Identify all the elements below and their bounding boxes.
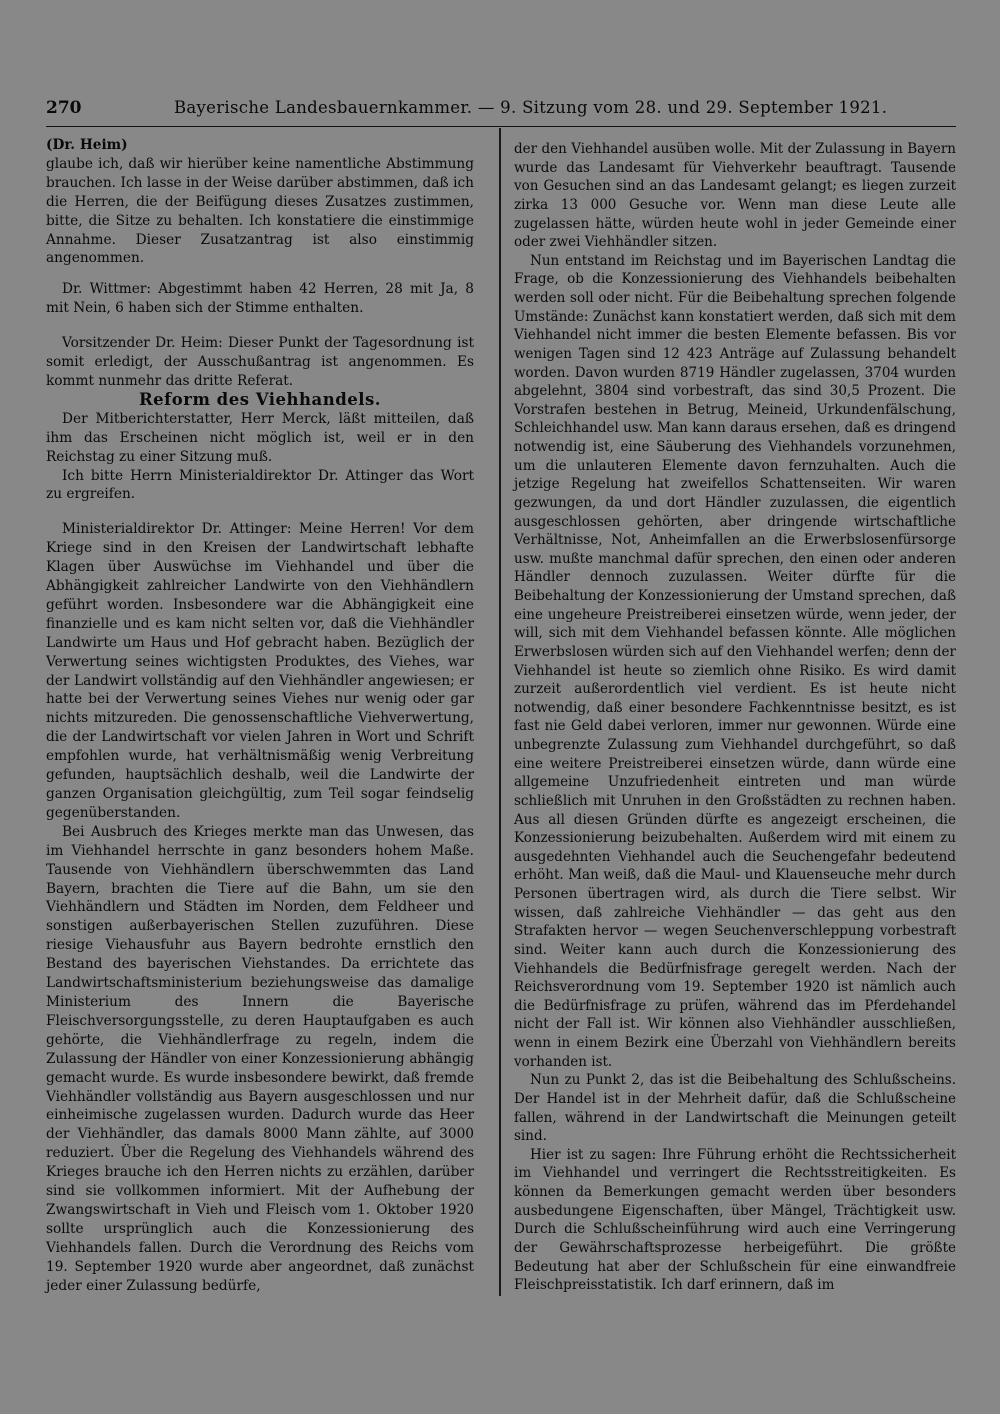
paragraph: Vorsitzender Dr. Heim: Dieser Punkt der Tagesordnung ist somit erledigt, der Ausschußantrag ist angenommen. Es kommt nunmehr das dritte Referat. (46, 335, 474, 389)
paragraph: der den Viehhandel ausüben wolle. Mit der Zulassung in Bayern wurde das Landesamt für Viehverkehr beauftragt. Tausende von Gesuchen sind an das Landesamt gelangt; es liegen zurzeit zirka 13 000 Gesuche vor. Wenn man diese Leute alle zugelassen hätte, würden heute wohl in jeder Gemeinde einer oder zwei Viehhändler sitzen. (514, 141, 956, 251)
paragraph: Ministerialdirektor Dr. Attinger: Meine Herren! Vor dem Kriege sind in den Kreisen der Landwirtschaft lebhafte Klagen über Auswüchse im Viehhandel und über die Abhängigkeit zahlreicher Landwirte von den Viehhändlern geführt worden. Insbesondere war die Abhängigkeit eine finanzielle und es kam nicht selten vor, daß die Viehhändler Landwirte um Haus und Hof gebracht haben. Bezüglich der Verwertung seines wichtigsten Produktes, des Viehes, war der Landwirt vollständig auf den Viehhändler angewiesen; er hatte bei der Verwertung seines Viehes nur wenig oder gar nichts mitzureden. Die genossenschaftliche Viehverwertung, die der Landwirtschaft vor vielen Jahren in Wort und Schrift empfohlen wurde, hat verhältnismäßig wenig Verbreitung gefunden, hauptsächlich deshalb, weil die Landwirte der ganzen Organisation gleichgültig, zum Teil sogar feindselig gegenüberstanden. (46, 521, 474, 821)
paragraph: Nun entstand im Reichstag und im Bayerischen Landtag die Frage, ob die Konzessionierung des Viehhandels beibehalten werden soll oder nicht. Für die Beibehaltung sprechen folgende Umstände: Zunächst kann konstatiert werden, daß sich mit dem Viehhandel nicht immer die besten Elemente befassen. Bis vor wenigen Tagen sind 12 423 Anträge auf Zulassung behandelt worden. Davon wurden 8719 Händler zugelassen, 3704 wurden abgelehnt, 3804 sind vorbestraft, das sind 30,5 Prozent. Die Vorstrafen bestehen in Betrug, Meineid, Urkundenfälschung, Schleichhandel usw. Man kann daraus ersehen, daß es dringend notwendig ist, eine Säuberung des Viehhandels vorzunehmen, um die unlauteren Elemente davon fernzuhalten. Auch die jetzige Regelung hat zweifellos Schattenseiten. Wir waren gezwungen, da und dort Händler zuzulassen, die eigentlich ausgeschlossen gehörten, aber dringende wirtschaftliche Verhältnisse, Not, Anheimfallen an die Erwerbslosenfürsorge usw. mußte manchmal dafür sprechen, den einen oder anderen Händler dennoch zuzulassen. Weiter dürfte für die Beibehaltung der Konzessionierung der Umstand sprechen, daß eine ungeheure Preistreiberei einsetzen würde, wenn jeder, der will, sich mit dem Viehhandel befassen könnte. Alle möglichen Erwerbslosen würden sich auf den Viehhandel werfen; denn der Viehhandel ist heute so ziemlich ohne Risiko. Es wird damit zurzeit außerordentlich viel verdient. Es ist heute nicht notwendig, daß einer besondere Fachkenntnisse besitzt, es ist fast nie Geld dabei verloren, immer nur gewonnen. Würde eine unbegrenzte Zulassung zum Viehhandel durchgeführt, so daß eine weitere Preistreiberei einsetzen würde, dann würde eine allgemeine Unzufriedenheit eintreten und man würde schließlich mit Unruhen in den Großstädten zu rechnen haben. Aus all diesen Gründen dürfte es angezeigt erscheinen, die Konzessionierung beizubehalten. Außerdem wird mit einem zu ausgedehnten Viehhandel auch die Seuchengefahr bedeutend erhöht. Man weiß, daß die Maul- und Klauenseuche mehr durch Personen übertragen wird, als durch die Tiere selbst. Wir wissen, daß zahlreiche Viehhändler — das geht aus den Strafakten hervor — wegen Seuchenverschleppung vorbestraft sind. Weiter kann auch durch die Konzessionierung des Viehhandels die Bedürfnisfrage geregelt werden. Nach der Reichsverordnung vom 19. September 1920 ist nämlich auch die Bedürfnisfrage zu prüfen, während das im Pferdehandel nicht der Fall ist. Wir können also Viehhändler ausschließen, wenn in einem Bezirk eine Überzahl von Viehhändlern bereits vorhanden ist. (514, 252, 956, 1070)
paragraph: Der Mitberichterstatter, Herr Merck, läßt mitteilen, daß ihm das Erscheinen nicht möglich ist, weil er in den Reichstag zu einer Sitzung muß. (46, 410, 474, 465)
paragraph: Dr. Wittmer: Abgestimmt haben 42 Herren, 28 mit Ja, 8 mit Nein, 6 haben sich der Stimme enthalten. (46, 281, 474, 317)
section-heading: Reform des Viehhandels. (138, 389, 382, 409)
paragraph: Bei Ausbruch des Krieges merkte man das Unwesen, das im Viehhandel herrschte in ganz besonders hohem Maße. Tausende von Viehhändlern überschwemmten das Land Bayern, brachten die Tiere auf die Bahn, um sie den Viehhändlern und Städten im Norden, dem Feldheer und sonstigen außerbayerischen Stellen zuzuführen. Diese riesige Viehausfuhr aus Bayern bedrohte ernstlich den Bestand des bayerischen Viehstandes. Da errichtete das Landwirtschaftsministerium beziehungsweise das damalige Ministerium des Innern die Bayerische Fleischversorgungsstelle, zu deren Hauptaufgaben es auch gehörte, die Viehhändlerfrage zu regeln, indem die Zulassung der Händler von einer Konzessionierung abhängig gemacht wurde. Es wurde insbesondere bewirkt, daß fremde Viehhändler vollständig aus Bayern ausgeschlossen und nur einheimische zugelassen wurden. Dadurch wurde das Heer der Viehhändler, das damals 8000 Mann zählte, auf 3000 reduziert. Über die Regelung des Viehhandels während des Krieges brauche ich den Herren nichts zu erzählen, darüber sind sie vollkommen informiert. Mit der Aufhebung der Zwangswirtschaft in Vieh und Fleisch vom 1. Oktober 1920 sollte ursprünglich auch die Konzessionierung des Viehhandels fallen. Durch die Verordnung des Reichs vom 19. September 1920 wurde aber angeordnet, daß zunächst jeder einer Zulassung bedürfe, (46, 823, 474, 1294)
speaker-tag: (Dr. Heim) (46, 137, 128, 153)
left-column (46, 136, 474, 1295)
right-column (514, 140, 956, 1295)
paragraph: Nun zu Punkt 2, das ist die Beibehaltung des Schlußscheins. Der Handel ist in der Mehrheit dafür, daß die Schlußscheine fallen, während in der Landwirtschaft die Meinungen geteilt sind. (514, 1072, 956, 1145)
page-number: 270 (46, 98, 82, 118)
paragraph: Ich bitte Herrn Ministerialdirektor Dr. Attinger das Wort zu ergreifen. (46, 467, 474, 503)
paragraph: glaube ich, daß wir hierüber keine namentliche Abstimmung brauchen. Ich lasse in der Weise darüber abstimmen, daß ich die Herren, die der Beifügung dieses Zusatzes zustimmen, bitte, die Sitze zu behalten. Ich konstatiere die einstimmige Annahme. Dieser Zusatzantrag ist also einstimmig angenommen. (46, 155, 474, 267)
column-divider (499, 128, 501, 1296)
page-header (46, 96, 956, 127)
paragraph: Hier ist zu sagen: Ihre Führung erhöht die Rechtssicherheit im Viehhandel und verringert die Rechtsstreitigkeiten. Es können da Bemerkungen gemacht werden über besonders ausbedungene Eigenschaften, über Mängel, Trächtigkeit usw. Durch die Schlußscheinführung wird auch eine Verringerung der Gewährschaftsprozesse herbeigeführt. Die größte Bedeutung hat aber der Schlußschein für eine einwandfreie Fleischpreisstatistik. Ich darf erinnern, daß im (514, 1146, 956, 1294)
running-title: Bayerische Landesbauernkammer. — 9. Sitzung vom 28. und 29. September 1921. (174, 98, 888, 117)
